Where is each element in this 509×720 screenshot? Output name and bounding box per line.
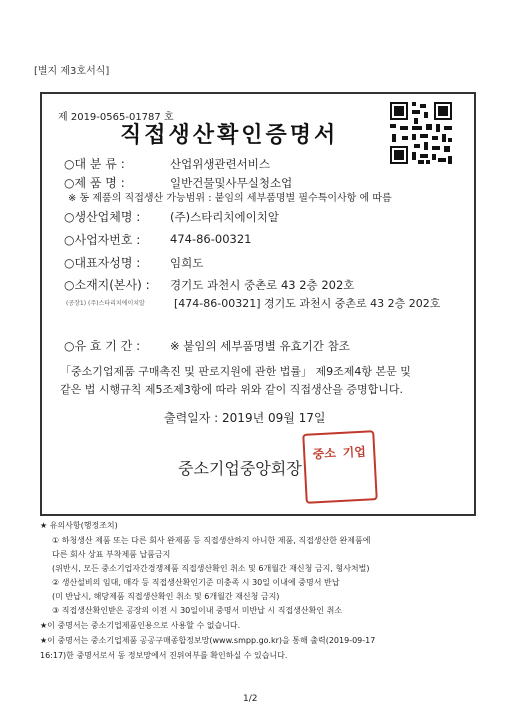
product-value: 일반건물및사무실청소업 — [170, 176, 293, 190]
qr-code-icon — [388, 100, 454, 166]
page-title: 직접생산확인증명서 — [120, 123, 339, 148]
footnote-line: (위반시, 모든 중소기업자간경쟁제품 직접생산확인 취소 및 6개월간 재신청 금지, 형사처벌) — [52, 564, 370, 573]
document-number: 제 2019-0565-01787 호 — [58, 112, 174, 123]
footnote-line: 16:17)한 중명서로서 동 정보망에서 진위여부를 확인하실 수 있습니다. — [40, 651, 288, 660]
official-seal-icon — [302, 430, 378, 504]
footnote-line: 다른 회사 상표 부착제품 납품금지 — [52, 550, 171, 559]
legal-paragraph-line: 같은 법 시행규칙 제5조제3항에 따라 위와 같이 직접생산을 증명합니다. — [60, 383, 403, 396]
category-label: ○대 분 류 : — [64, 157, 125, 171]
footnote-heading: ★ 유의사항(행정조치) — [40, 521, 118, 530]
seal-char: 기업 — [342, 444, 367, 460]
footnote-line: ① 하청생산 제품 또는 다른 회사 완제품 등 직접생산하지 아니한 제품, 직접생산한 완제품에 — [52, 536, 371, 545]
issue-date: 출력일자 : 2019년 09월 17일 — [164, 411, 326, 425]
category-value: 산업위생관련서비스 — [170, 157, 270, 171]
form-number: [별지 제3호서식] — [34, 66, 110, 77]
footnote-line: ★이 중명서는 중소기업제품 공공구매종합정보망(www.smpp.go.kr)을 통해 출력(2019-09-17 — [40, 636, 376, 645]
seal-char: 중소 — [312, 446, 337, 462]
production-scope-note: ※ 동 제품의 직접생산 가능범위 : 붙임의 세부품명별 필수특이사항 에 따름 — [68, 193, 392, 204]
footnote-line: ★이 중명서는 중소기업제품인용으로 사용할 수 없습니다. — [40, 621, 241, 630]
address-value: 경기도 과천시 중촌로 43 2층 202호 — [170, 278, 355, 292]
validity-value: ※ 붙임의 세부품명별 유효기간 참조 — [170, 339, 350, 353]
page-number: 1/2 — [243, 694, 258, 704]
footnote-line: ② 생산설비의 임대, 매각 등 직접생산확인기준 미충족 시 30일 이내에 중명서 반납 — [52, 578, 340, 587]
validity-label: ○유 효 기 간 : — [64, 339, 141, 353]
company-label: ○생산업체명 : — [64, 210, 141, 224]
branch-value: [474-86-00321] 경기도 과천시 중촌로 43 2층 202호 — [174, 297, 441, 310]
product-label: ○제 품 명 : — [64, 176, 125, 190]
issuer-name: 중소기업중앙회장 — [178, 459, 302, 478]
bizno-label: ○사업자번호 : — [64, 233, 141, 247]
footnote-line: (미 반납시, 해당제품 직접생산확인 취소 및 6개월간 재신청 금지) — [52, 592, 280, 601]
bizno-value: 474-86-00321 — [170, 232, 252, 246]
legal-paragraph-line: 「중소기업제품 구매촉진 및 판로지원에 관한 법률」 제9조제4항 본문 및 — [60, 365, 411, 378]
ceo-label: ○대표자성명 : — [64, 256, 141, 270]
branch-label: (공장1) (주)스타리치에이치알 — [66, 300, 145, 307]
footnote-line: ③ 직접생산확인받은 공장의 이전 시 30일이내 중명서 미반납 시 직접생산확인 취소 — [52, 606, 343, 615]
company-value: (주)스타리치에이치알 — [170, 210, 279, 224]
address-label: ○소재지(본사) : — [64, 278, 150, 292]
ceo-value: 임희도 — [170, 256, 204, 270]
